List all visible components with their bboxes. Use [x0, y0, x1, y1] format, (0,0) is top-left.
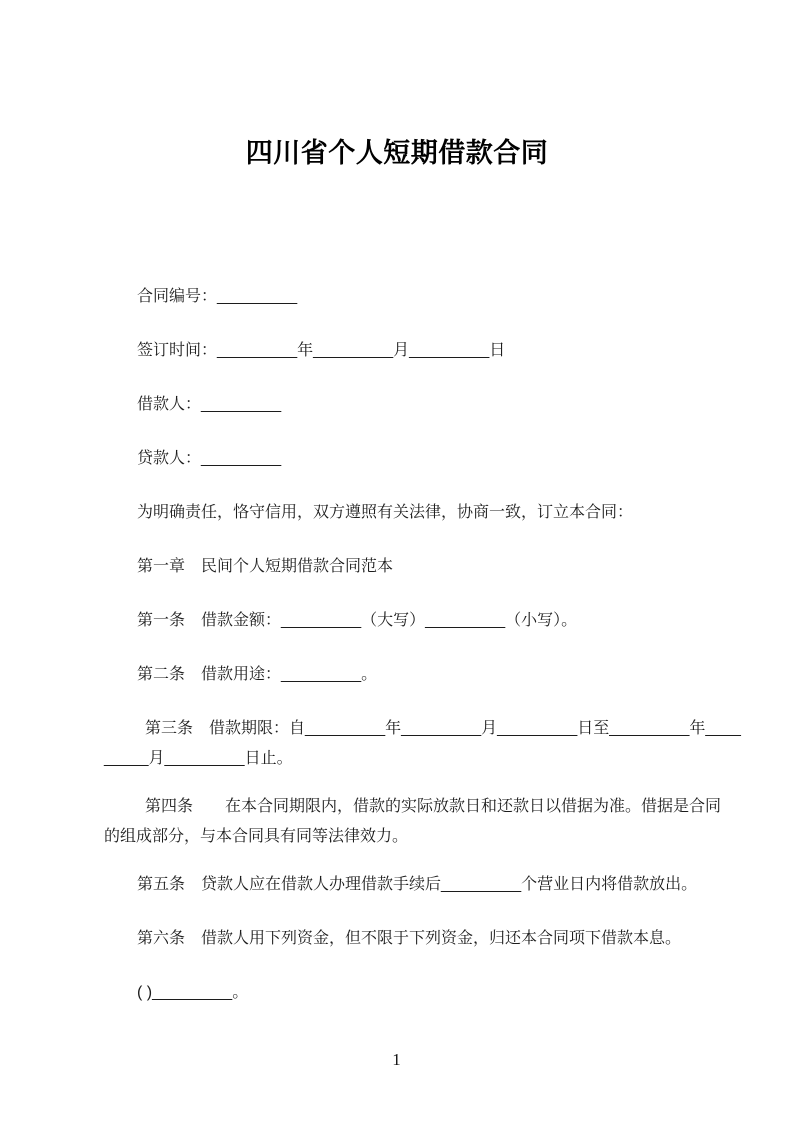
page-number: 1	[392, 1050, 401, 1069]
article-6-text: 第六条 借款人用下列资金，但不限于下列资金，归还本合同项下借款本息。	[137, 930, 682, 947]
article-3-text-line-2: _____月_________日止。	[104, 750, 293, 767]
para-article-1	[104, 606, 690, 636]
lender-text: 贷款人：_________	[137, 450, 282, 467]
para-article-5	[104, 870, 698, 900]
article-1-text: 第一条 借款金额：_________（大写）_________（小写）。	[137, 612, 578, 629]
borrower-text: 借款人：_________	[137, 396, 282, 413]
contract-number-text: 合同编号：_________	[137, 288, 298, 305]
chapter-1-heading-text: 第一章 民间个人短期借款合同范本	[137, 558, 394, 575]
repayment-source-item-text: ( )_________。	[137, 984, 249, 1001]
para-preamble	[104, 498, 690, 528]
article-5-text: 第五条 贷款人应在借款人办理借款手续后_________个营业日内将借款放出。	[137, 876, 698, 893]
para-signing-date	[104, 336, 690, 366]
para-lender	[104, 444, 690, 474]
para-borrower	[104, 390, 690, 420]
para-article-2	[104, 660, 690, 690]
para-contract-number	[104, 282, 690, 312]
document-title: 四川省个人短期借款合同	[245, 138, 549, 168]
para-article-4	[104, 792, 722, 852]
para-repayment-source-item	[104, 978, 690, 1008]
article-4-text-line-1: 第四条 在本合同期限内，借款的实际放款日和还款日以借据为准。借据是合同	[145, 798, 722, 815]
preamble-text: 为明确责任，恪守信用，双方遵照有关法律，协商一致，订立本合同：	[137, 504, 634, 521]
signing-date-text: 签订时间：_________年_________月_________日	[137, 342, 506, 359]
para-chapter-1-heading	[104, 552, 690, 582]
article-4-text-line-2: 的组成部分，与本合同具有同等法律效力。	[104, 828, 409, 845]
article-3-text-line-1: 第三条 借款期限：自_________年_________月_________日至_________年____	[145, 720, 741, 737]
para-article-6	[104, 924, 690, 954]
article-2-text: 第二条 借款用途：_________。	[137, 666, 378, 683]
para-article-3	[104, 714, 741, 774]
